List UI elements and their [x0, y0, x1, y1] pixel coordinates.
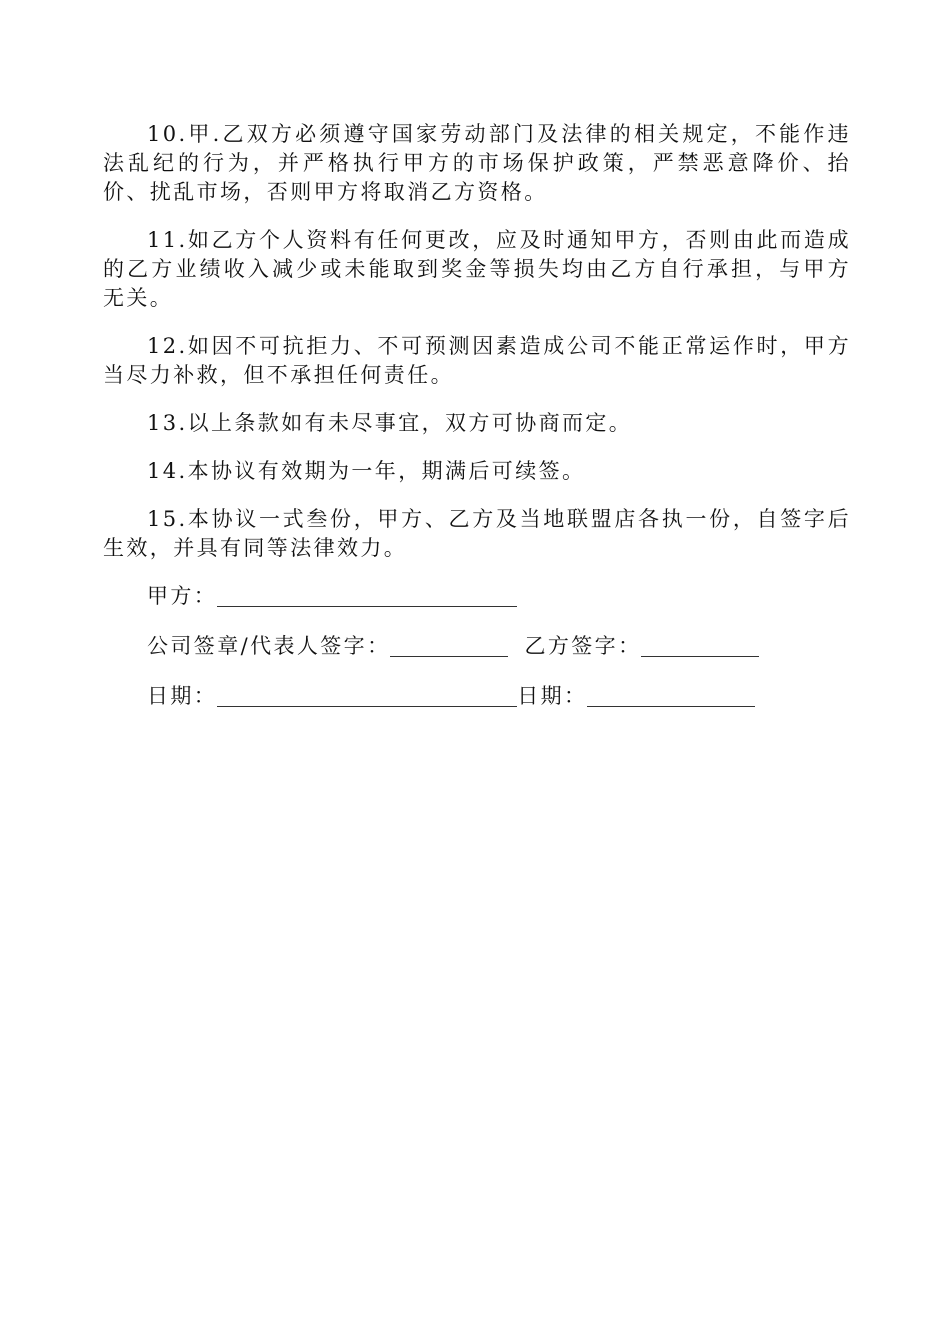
- clause-14: 14.本协议有效期为一年，期满后可续签。: [147, 459, 586, 483]
- clause-13: 13.以上条款如有未尽事宜，双方可协商而定。: [147, 411, 633, 435]
- clause-10: 10.甲.乙双方必须遵守国家劳动部门及法律的相关规定，不能作违法乱纪的行为，并严格执行甲方的市场保护政策，严禁恶意降价、抬价、扰乱市场，否则甲方将取消乙方资格。: [103, 122, 851, 204]
- company-seal-blank[interactable]: [390, 636, 508, 657]
- date-label-a: 日期：: [147, 684, 218, 708]
- clause-15: 15.本协议一式叁份，甲方、乙方及当地联盟店各执一份，自签字后生效，并具有同等法律效力。: [103, 507, 851, 560]
- party-a-line: [103, 582, 851, 611]
- date-b-blank[interactable]: [587, 686, 755, 707]
- date-a-blank[interactable]: [217, 686, 517, 707]
- date-line: [103, 682, 851, 711]
- document-page: [103, 120, 851, 732]
- clause-11: 11.如乙方个人资料有任何更改，应及时通知甲方，否则由此而造成的乙方业绩收入减少或未能取到奖金等损失均由乙方自行承担，与甲方无关。: [103, 228, 851, 310]
- party-b-blank[interactable]: [641, 636, 759, 657]
- signature-line: [103, 632, 851, 661]
- party-a-blank[interactable]: [217, 586, 517, 607]
- party-b-label: 乙方签字：: [524, 634, 642, 658]
- date-label-b: 日期：: [517, 684, 588, 708]
- clause-12: 12.如因不可抗拒力、不可预测因素造成公司不能正常运作时，甲方当尽力补救，但不承担任何责任。: [103, 334, 851, 387]
- party-a-label: 甲方：: [147, 584, 218, 608]
- company-seal-label: 公司签章/代表人签字：: [147, 634, 391, 658]
